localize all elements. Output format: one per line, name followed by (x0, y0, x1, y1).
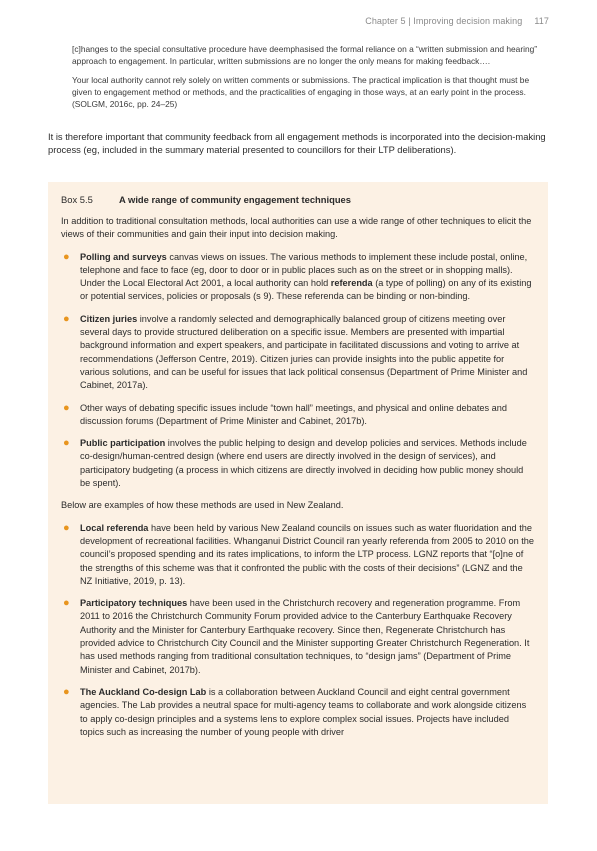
examples-lead-paragraph: Below are examples of how these methods are used in New Zealand. (61, 500, 344, 511)
bullet-icon: ● (63, 521, 70, 534)
block-quote (72, 43, 547, 117)
list-item: ● Participatory techniques have been used in the Christchurch recovery and regeneration programme. From 2011 to 2016 the Christchurch Community Forum provided advice to the Canterbury Earthquake Recovery Authority and the Minister for Canterbury Earthquake recovery. Since then, Regenerate Christchurch has provided advice to Christchurch City Council and the Minister supporting Greater Christchurch Regeneration. It has used methods ranging from traditional consultation techniques, to “design jams” (Department of Prime Minister and Cabinet, 2017b). (63, 597, 530, 675)
list-item: ● Polling and surveys canvas views on issues. The various methods to implement these include postal, online, telephone and face to face (eg, door to door or in public places such as on the street or in shopping malls). Under the Local Electoral Act 2001, a local authority can hold referenda (a type of polling) on any of its existing or potential services, policies or proposals (s 9). These referenda can be binding or non-binding. (63, 250, 532, 302)
bullet-icon: ● (63, 685, 70, 698)
list-item: ● The Auckland Co-design Lab is a collaboration between Auckland Council and eight central government agencies. The Lab provides a neutral space for multi-agency teams to collaborate and work alongside citizens to apply co-design principles and a systems lens to explore complex social issues. Projects have included topics such as increasing the number of young people with driver (63, 685, 527, 737)
list-item: ● Local referenda have been held by various New Zealand councils on issues such as water fluoridation and the development of recreational facilities. Whanganui District Council ran yearly referenda from 2005 to 2010 on the council’s proposed spending and its rates implications, to inform the LTP process. LGNZ reports that “[o]ne of the strengths of this scheme was that it confronted the public with the costs of their decisions” (LGNZ and the NZ Initiative, 2019, p. 13). (63, 521, 535, 586)
box-title: A wide range of community engagement techniques (119, 194, 351, 205)
bullet-icon: ● (63, 401, 70, 414)
body-paragraph: It is therefore important that community feedback from all engagement methods is incorporated into the decision-making process (eg, included in the summary material presented to councillors for their LTP deliberations). (48, 131, 546, 156)
bullet-icon: ● (63, 437, 70, 450)
quote-paragraph-2: Your local authority cannot rely solely on written comments or submissions. The practical implication is that thought must be given to engagement method or methods, and the practicalities of engaging in those ways, at an early point in the process. (SOLGM, 2016c, pp. 24–25) (72, 75, 530, 109)
quote-paragraph-1: [c]hanges to the special consultative procedure have deemphasised the formal reliance on a “written submission and hearing” approach to engagement. In particular, written submissions are no longer the only means for making feedback…. (72, 44, 538, 66)
box-number: Box 5.5 (61, 194, 93, 205)
list-item: ● Public participation involves the public helping to design and develop policies and services. Methods include co-design/human-centred design (where end users are directly involved in the design of services), and participatory budgeting (a process in which citizens are directly involved in deciding how public money should be spent). (63, 437, 527, 489)
list-item: ● Other ways of debating specific issues include “town hall” meetings, and physical and online debates and discussion forums (Department of Prime Minister and Cabinet, 2017b). (63, 401, 507, 426)
text-box-5-5 (48, 182, 548, 804)
box-heading (61, 193, 534, 206)
bullet-icon: ● (63, 250, 70, 263)
technique-list (61, 251, 534, 491)
box-lead-paragraph: In addition to traditional consultation methods, local authorities can use a wide range of other techniques to elicit the views of their communities and gain their input into decision making. (61, 216, 532, 240)
page-number: 117 (534, 16, 549, 26)
example-list (61, 522, 534, 739)
bullet-icon: ● (63, 312, 70, 325)
list-item: ● Citizen juries involve a randomly selected and demographically balanced group of citizens meeting over several days to provide structured deliberation on a specific issue. Members are presented with impartial background information and expert speakers, and participate in facilitated discussions and voting to arrive at recommendations (Jefferson Centre, 2019). Citizen juries can provide insights into the public appetite for various solutions, and can be useful for issues that lack political consensus (Department of Prime Minister and Cabinet, 2017a). (63, 312, 528, 391)
running-header (365, 16, 549, 26)
bullet-icon: ● (63, 597, 70, 610)
chapter-title: Chapter 5 | Improving decision making (365, 16, 523, 26)
